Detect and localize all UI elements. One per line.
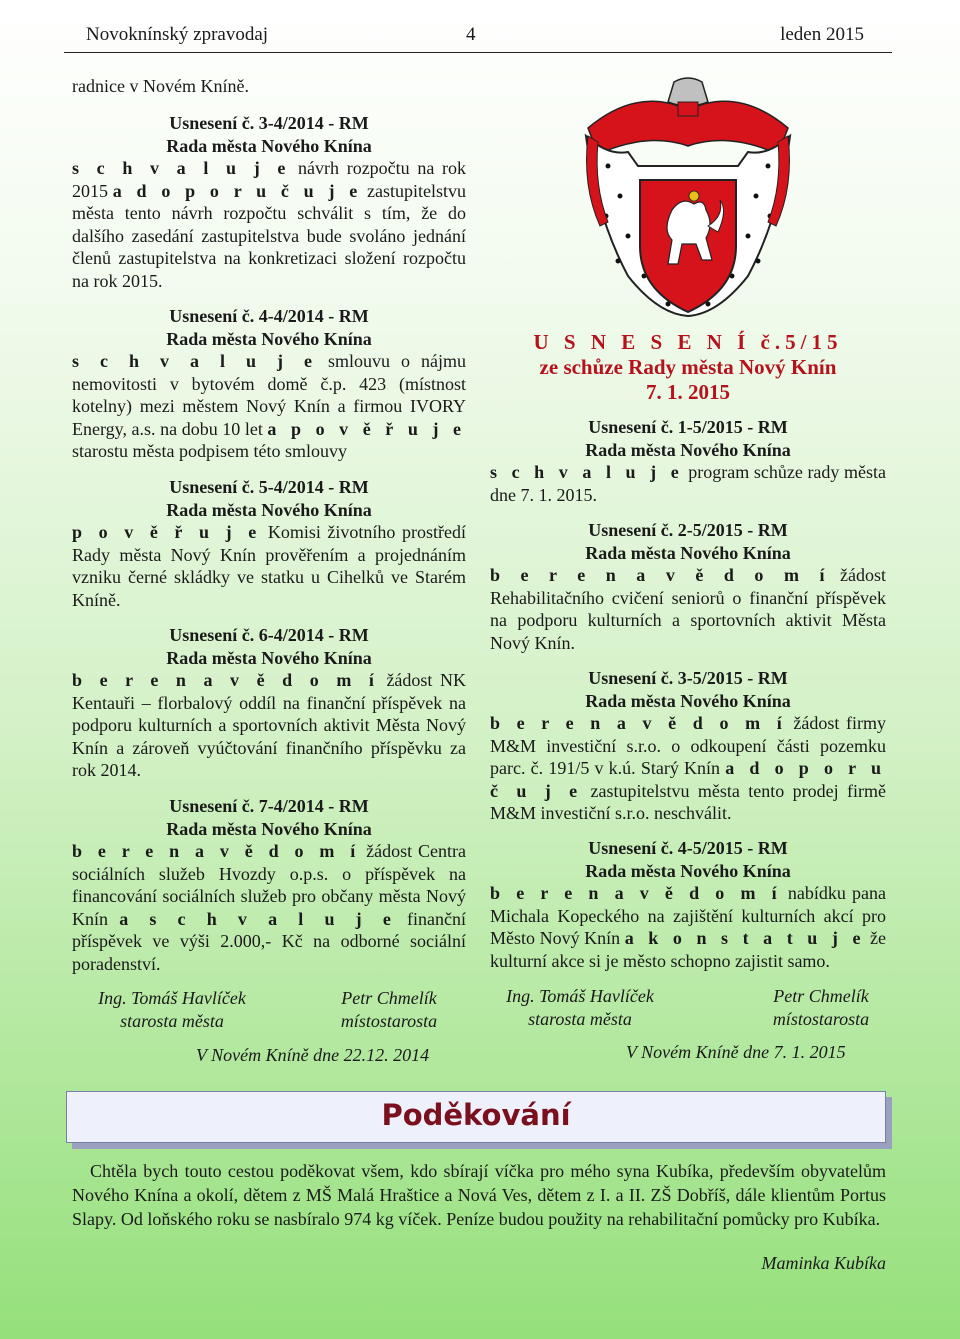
res-id: Usnesení č. 7-4/2014 - RM: [169, 796, 369, 816]
res-id: Usnesení č. 4-4/2014 - RM: [169, 306, 369, 326]
action-verb: a d o p o r u č u j e: [490, 758, 886, 801]
header-date: leden 2015: [780, 24, 864, 45]
res-text-part: program schůze rady města dne 7. 1. 2015.: [490, 462, 886, 505]
right-title-line2: ze schůze Rady města Nový Knín: [539, 355, 837, 379]
header-page-number: 4: [466, 24, 476, 45]
coat-of-arms-icon: [578, 76, 798, 324]
res-text-part: že kulturní akce si je město schopno zajistit samo.: [490, 928, 887, 971]
right-res-1: [490, 416, 886, 506]
left-res-3: [72, 476, 466, 611]
signature-name: Ing. Tomáš Havlíček: [506, 986, 654, 1006]
header-publication: Novoknínský zpravodaj: [86, 24, 269, 45]
action-verb: s c h v a l u j e: [72, 158, 291, 178]
signature-role: starosta města: [528, 1009, 632, 1029]
right-signature-1: [484, 985, 676, 1031]
res-text-part: finanční příspěvek ve výši 2.000,- Kč na odborné sociální poradenství.: [72, 908, 467, 974]
res-body: Rada města Nového Knína: [166, 328, 372, 349]
res-text-part: návrh rozpočtu na rok 2015: [72, 158, 466, 201]
action-verb: s c h v a l u j e: [490, 462, 684, 482]
left-date: V Novém Kníně dne 22.12. 2014: [196, 1045, 430, 1065]
action-verb: s c h v a l u j e: [72, 351, 317, 371]
left-res-5: [72, 795, 466, 975]
res-text: [490, 882, 886, 972]
res-text-part: zastupitelstvu města tento prodej firmě M&M investiční s.r.o. neschválit.: [490, 780, 886, 823]
signature-role: starosta města: [120, 1011, 224, 1031]
action-verb: a d o p o r u č u j e: [112, 180, 363, 201]
res-text: [490, 712, 886, 825]
page-header: [64, 24, 892, 53]
right-res-4: [490, 837, 886, 972]
res-text: [72, 157, 466, 292]
res-id: Usnesení č. 3-5/2015 - RM: [588, 668, 788, 688]
res-id: Usnesení č. 2-5/2015 - RM: [588, 520, 788, 540]
res-text: [490, 564, 886, 654]
signature-role: místostarosta: [340, 1011, 438, 1031]
res-body: Rada města Nového Knína: [166, 499, 372, 520]
signature-name: Ing. Tomáš Havlíček: [98, 988, 246, 1008]
res-id: Usnesení č. 4-5/2015 - RM: [588, 838, 788, 858]
res-text-part: žádost Centra sociálních služeb Hvozdy o.p.s. o příspěvek na financování sociálních služeb pro občany města Nový Knín: [72, 841, 466, 929]
right-res-3: [490, 667, 886, 825]
res-text: [72, 521, 466, 611]
res-text-part: žádost Rehabilitačního cvičení seniorů o finanční příspěvek na podporu kulturních a sportovních aktivit Města Nový Knín.: [490, 565, 886, 653]
res-text-part: žádost firmy M&M investiční s.r.o. o odkoupení části pozemku parc. č. 191/5 v k.ú. Starý Knín: [490, 713, 886, 778]
action-verb: a p o v ě ř u j e: [267, 418, 467, 439]
res-text-part: smlouvu o nájmu nemovitosti v bytovém domě č.p. 423 (místnost kotelny) mezi městem Nový Knín a firmou IVORY Energy, a.s. na dobu 10 let: [72, 351, 466, 439]
res-body: Rada města Nového Knína: [166, 818, 372, 839]
right-title-line3: 7. 1. 2015: [646, 380, 730, 404]
res-id: Usnesení č. 6-4/2014 - RM: [169, 625, 369, 645]
res-body: Rada města Nového Knína: [585, 690, 791, 711]
action-verb: b e r e n a v ě d o m í: [72, 670, 379, 690]
res-id: Usnesení č. 5-4/2014 - RM: [169, 477, 369, 497]
res-text-part: Komisi životního prostředí Rady města Nový Knín prověřením a projednáním vzniku černé skládky ve statku u Cihelků ve Starém Kníně.: [72, 522, 467, 610]
right-title-line1: U S N E S E N Í č.5/15: [533, 330, 843, 354]
res-text: [72, 669, 466, 782]
left-signature-1: [72, 987, 272, 1033]
res-body: Rada města Nového Knína: [585, 542, 791, 563]
thanks-title: Poděkování: [381, 1098, 571, 1132]
left-res-1: [72, 112, 466, 292]
res-body: Rada města Nového Knína: [166, 647, 372, 668]
res-text-part: žádost NK Kentauři – florbalový oddíl na finanční příspěvek na podporu kulturních a sportovních aktivit Města Nový Knín a zároveň vyúčtování finančního příspěvku za rok 2014.: [72, 670, 466, 780]
thanks-text: Chtěla bych touto cestou poděkovat všem, kdo sbírají víčka pro mého syna Kubíka, především obyvatelům Nového Knína a okolí, dětem z MŠ Malá Hraštice a Nová Ves, dětem z I. a II. ZŠ Dobříš, dále klientům Portus Slapy. Od loňského roku se nasbíralo 974 kg víček. Peníze budou použity na rehabilitační pomůcky pro Kubíka.: [72, 1161, 886, 1229]
res-text-part: zastupitelstvu města tento návrh rozpočtu schválit s tím, že do dalšího zasedání zastupitelstva bude svoláno jednání členů zastupitelstva na konkretizaci složení rozpočtu na rok 2015.: [72, 180, 466, 291]
right-title: [490, 330, 886, 405]
res-text: [72, 350, 466, 463]
thanks-body: [72, 1159, 886, 1231]
signature-name: Petr Chmelík: [341, 988, 437, 1008]
action-verb: b e r e n a v ě d o m í: [490, 883, 782, 903]
thanks-signature: Maminka Kubíka: [761, 1253, 886, 1273]
res-text-part: nabídku pana Michala Kopeckého na zajištění kulturních akcí pro Město Nový Knín: [490, 883, 886, 948]
right-signature-2: [726, 985, 916, 1031]
action-verb: b e r e n a v ě d o m í: [72, 841, 361, 861]
res-text: [72, 840, 466, 975]
action-verb: b e r e n a v ě d o m í: [490, 565, 830, 585]
right-date: V Novém Kníně dne 7. 1. 2015: [626, 1042, 846, 1062]
signature-role: místostarosta: [772, 1009, 870, 1029]
res-body: Rada města Nového Knína: [585, 860, 791, 881]
left-res-2: [72, 305, 466, 463]
action-verb: b e r e n a v ě d o m í: [490, 713, 787, 733]
res-body: Rada města Nového Knína: [166, 135, 372, 156]
left-signature-2: [294, 987, 484, 1033]
res-body: Rada města Nového Knína: [585, 439, 791, 460]
signature-name: Petr Chmelík: [773, 986, 869, 1006]
right-res-2: [490, 519, 886, 654]
left-res-4: [72, 624, 466, 782]
action-verb: a k o n s t a t u j e: [624, 928, 866, 948]
intro-line: radnice v Novém Kníně.: [72, 76, 249, 96]
res-text: [490, 461, 886, 506]
thanks-banner: [66, 1091, 886, 1143]
res-id: Usnesení č. 1-5/2015 - RM: [588, 417, 788, 437]
action-verb: p o v ě ř u j e: [72, 522, 262, 542]
res-text-part: starostu města podpisem této smlouvy: [72, 441, 347, 461]
res-id: Usnesení č. 3-4/2014 - RM: [169, 113, 369, 133]
action-verb: a s c h v a l u j e: [119, 908, 396, 929]
